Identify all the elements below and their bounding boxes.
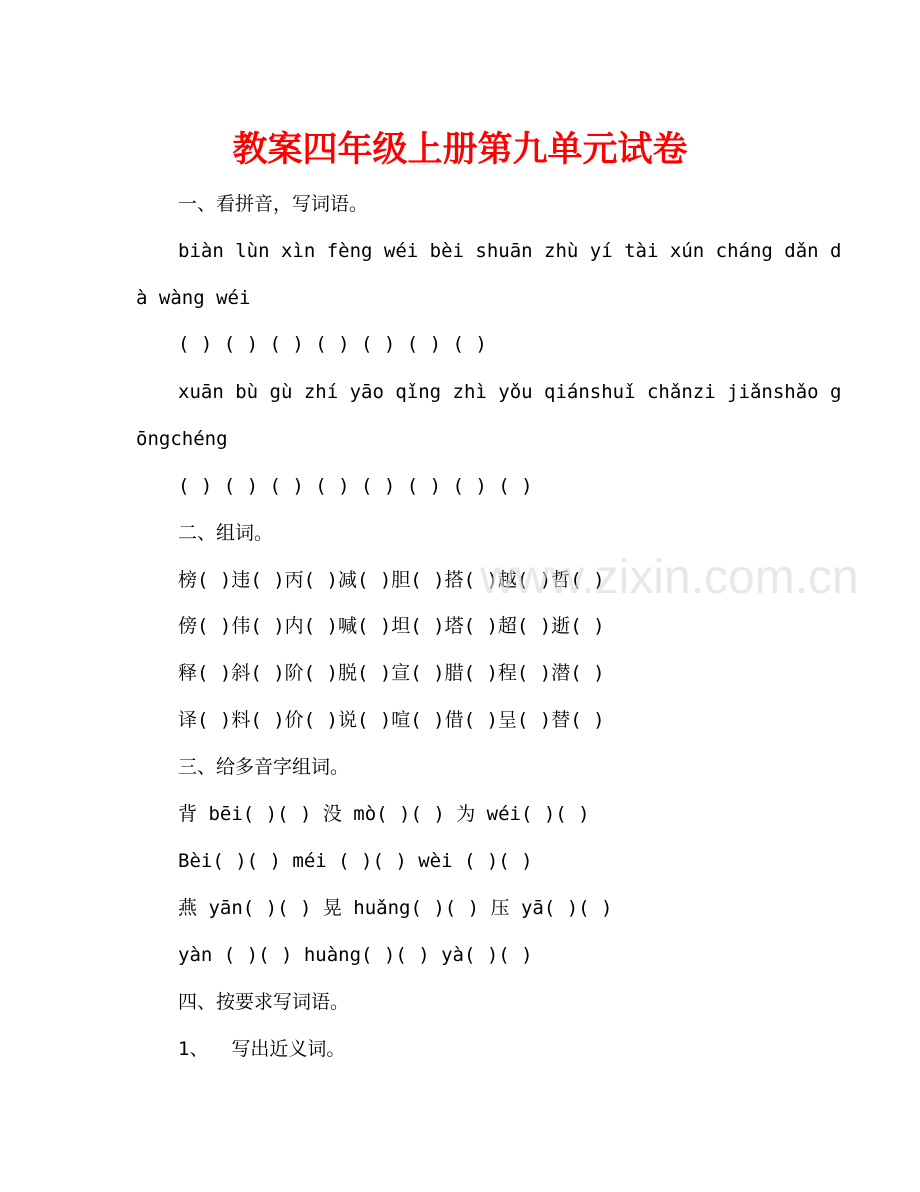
- answer-blanks-row-2: ( ) ( ) ( ) ( ) ( ) ( ) ( ) ( ): [178, 475, 533, 497]
- section-4-heading: 四、按要求写词语。: [178, 991, 350, 1013]
- word-group-row-2: 傍( )伟( )内( )喊( )坦( )塔( )超( )逝( ): [178, 615, 605, 637]
- pinyin-line-2-continued: ōngchéng: [136, 428, 228, 450]
- polyphone-row-2: Bèi( )( ) méi ( )( ) wèi ( )( ): [178, 850, 533, 872]
- word-group-row-1: 榜( )违( )丙( )减( )胆( )搭( )越( )哲( ): [178, 569, 605, 591]
- section-1-heading: 一、看拼音，写词语。: [178, 193, 369, 215]
- polyphone-row-1: 背 bēi( )( ) 没 mò( )( ) 为 wéi( )( ): [178, 803, 590, 825]
- polyphone-row-4: yàn ( )( ) huàng( )( ) yà( )( ): [178, 944, 533, 966]
- watermark: www.zixin.com.cn: [480, 551, 859, 604]
- section-3-heading: 三、给多音字组词。: [178, 756, 350, 778]
- pinyin-line-1: biàn lùn xìn fèng wéi bèi shuān zhù yí tài xún cháng dǎn d: [178, 240, 842, 262]
- pinyin-line-2: xuān bù gù zhí yāo qǐng zhì yǒu qiánshuǐ chǎnzi jiǎnshǎo g: [178, 381, 842, 403]
- subquestion-1: 1、 写出近义词。: [178, 1038, 346, 1060]
- document-title: 教案四年级上册第九单元试卷: [232, 129, 688, 170]
- pinyin-line-1-continued: à wàng wéi: [136, 287, 251, 309]
- section-2-heading: 二、组词。: [178, 522, 274, 544]
- answer-blanks-row-1: ( ) ( ) ( ) ( ) ( ) ( ) ( ): [178, 333, 487, 355]
- polyphone-row-3: 燕 yān( )( ) 晃 huǎng( )( ) 压 yā( )( ): [178, 897, 613, 919]
- word-group-row-4: 译( )料( )价( )说( )喧( )借( )呈( )替( ): [178, 709, 605, 731]
- word-group-row-3: 释( )斜( )阶( )脱( )宣( )腊( )程( )潜( ): [178, 662, 605, 684]
